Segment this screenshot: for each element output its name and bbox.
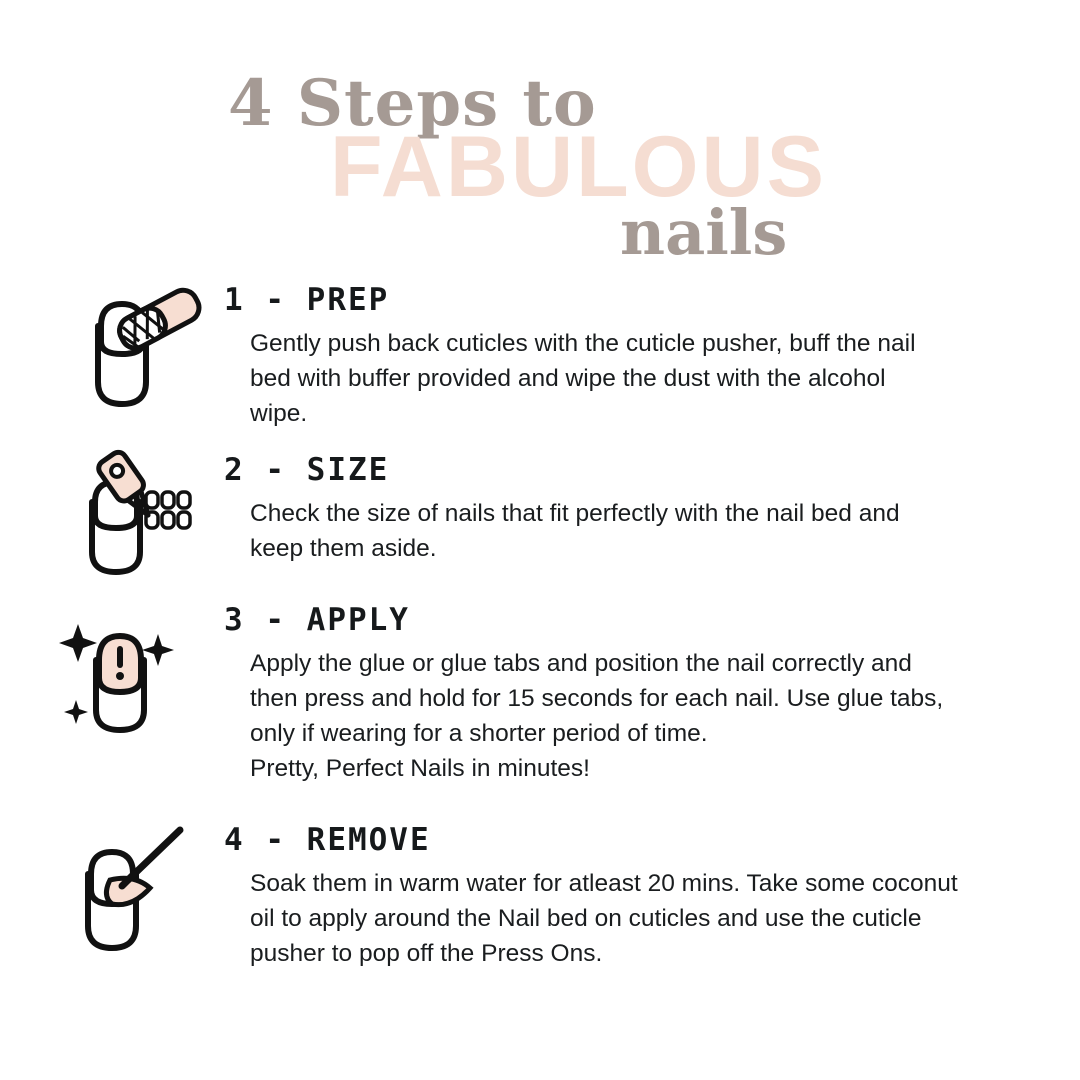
step-text xyxy=(224,602,1014,786)
step-body-line: pusher to pop off the Press Ons. xyxy=(250,940,603,967)
step-body-line: Apply the glue or glue tabs and position the nail correctly and xyxy=(250,650,912,677)
step-body-line: Soak them in warm water for atleast 20 mins. Take some coconut xyxy=(250,870,958,897)
step-body-line: Gently push back cuticles with the cuticle pusher, buff the nail xyxy=(250,330,916,357)
step-body-line: oil to apply around the Nail bed on cuticles and use the cuticle xyxy=(250,905,922,932)
step-heading: 2 - SIZE xyxy=(224,452,390,488)
step-body xyxy=(250,646,1010,786)
step-body-line: Pretty, Perfect Nails in minutes! xyxy=(250,755,590,782)
nail-glue-apply-icon xyxy=(56,602,196,742)
title-line-3: nails xyxy=(620,196,788,269)
step-body-line: Check the size of nails that fit perfectly with the nail bed and xyxy=(250,500,900,527)
step-body-line: only if wearing for a shorter period of time. xyxy=(250,720,708,747)
step-body xyxy=(250,326,1010,431)
step-text xyxy=(224,822,1014,971)
title-line-1: 4 Steps to xyxy=(228,66,597,141)
page-header xyxy=(0,62,1080,282)
step-heading: 4 - REMOVE xyxy=(224,822,431,858)
step-body xyxy=(250,866,1010,971)
step-heading: 1 - PREP xyxy=(224,282,390,318)
nail-remove-soak-icon xyxy=(58,822,198,962)
nail-file-icon xyxy=(70,282,210,422)
step-heading: 3 - APPLY xyxy=(224,602,410,638)
step-body-line: keep them aside. xyxy=(250,535,437,562)
step-text xyxy=(224,452,1014,566)
step-body-line: bed with buffer provided and wipe the dust with the alcohol xyxy=(250,365,886,392)
step-body-line: then press and hold for 15 seconds for each nail. Use glue tabs, xyxy=(250,685,944,712)
step-body-line: wipe. xyxy=(250,400,308,427)
nail-sizing-icon xyxy=(62,440,202,580)
step-text xyxy=(224,282,1014,431)
title-line-2: FABULOUS xyxy=(330,119,827,215)
step-body xyxy=(250,496,1010,566)
